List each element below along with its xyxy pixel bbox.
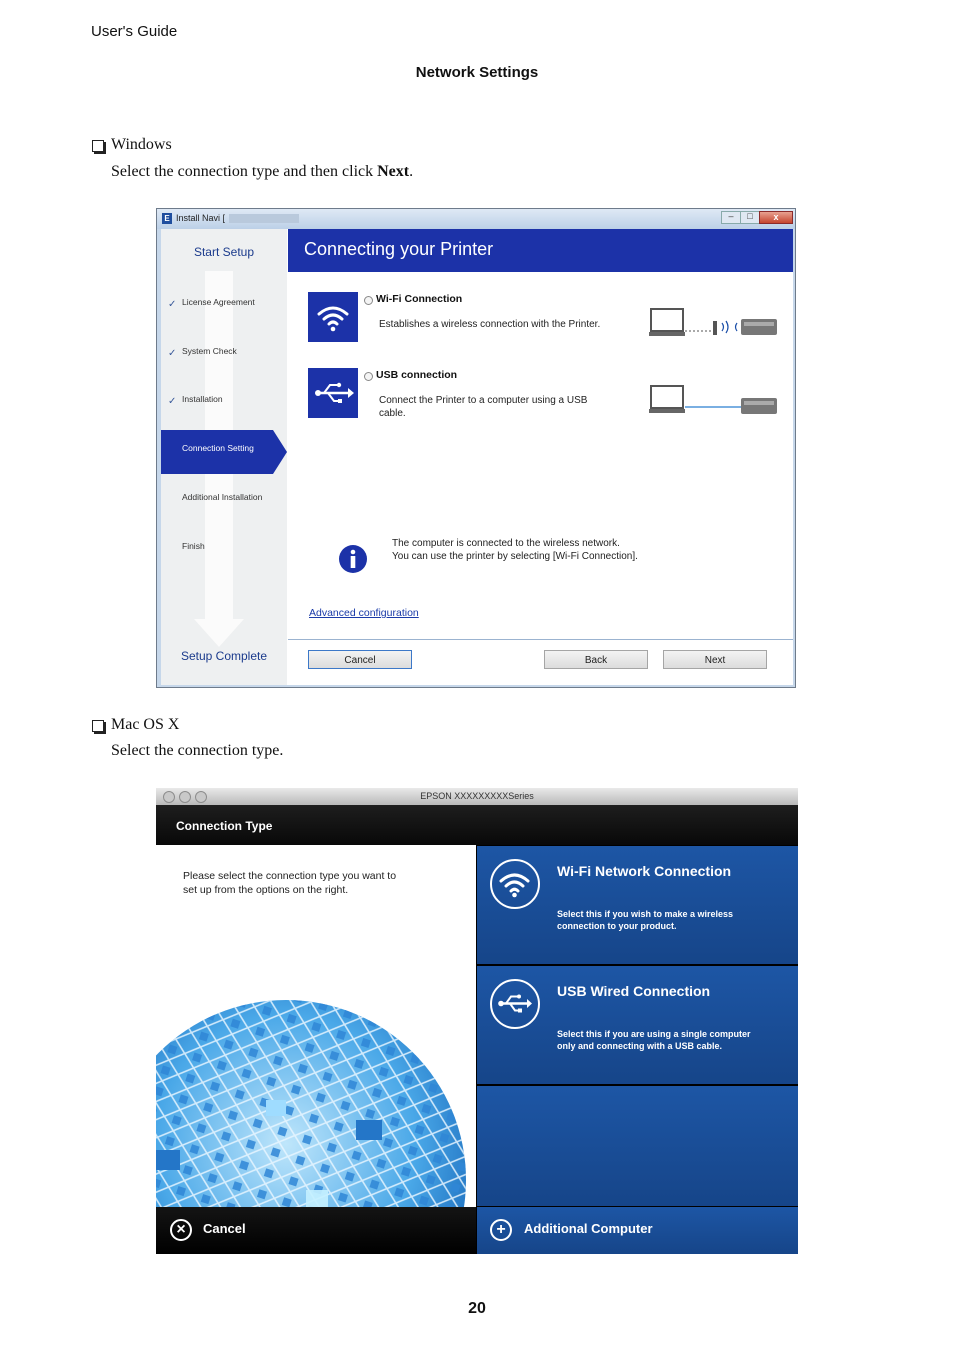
connection-status-info	[392, 537, 638, 563]
bullet-square-icon	[92, 140, 104, 152]
cancel-bar[interactable]	[156, 1207, 476, 1254]
additional-computer-bar[interactable]	[477, 1207, 798, 1254]
wifi-network-connection-tile[interactable]	[477, 846, 798, 964]
step-finish: Finish	[182, 541, 205, 551]
info-icon	[338, 544, 368, 574]
app-icon: E	[162, 213, 172, 224]
usb-icon[interactable]	[308, 368, 358, 418]
wifi-radio[interactable]	[364, 296, 373, 305]
back-button[interactable]: Back	[544, 650, 648, 669]
usb-desc-line: Connect the Printer to a computer using a USB	[379, 395, 588, 406]
usb-option-desc	[379, 394, 587, 420]
footer-divider	[288, 639, 793, 640]
instruction-line: set up from the options on the right.	[183, 884, 349, 896]
start-setup-label: Start Setup	[193, 245, 255, 259]
desc-line: Select this if you are using a single computer	[557, 1029, 751, 1039]
window-title-bar[interactable]	[157, 209, 795, 229]
redacted-title-area	[229, 214, 299, 223]
content-header	[288, 229, 793, 272]
section-title: Network Settings	[415, 64, 539, 81]
step-connection-setting: Connection Setting	[182, 443, 254, 453]
usb-diagram-icon	[649, 384, 777, 420]
check-icon: ✓	[168, 348, 177, 359]
wifi-tile-desc	[557, 908, 733, 932]
usb-wired-connection-tile[interactable]	[477, 966, 798, 1084]
instruction-text: Select the connection type and then click	[111, 163, 378, 180]
setup-complete-label: Setup Complete	[180, 649, 268, 663]
close-icon[interactable]: x	[759, 211, 793, 224]
connection-instruction	[183, 869, 396, 897]
content-header	[156, 805, 798, 845]
window-title-text: Install Navi [	[176, 213, 226, 223]
wifi-option-title[interactable]: Wi-Fi Connection	[376, 293, 463, 305]
step-system-check: System Check	[182, 346, 237, 356]
setup-steps-sidebar	[161, 229, 287, 685]
instruction-panel	[156, 845, 476, 1207]
bullet-square-icon	[92, 720, 104, 732]
advanced-configuration-link[interactable]: Advanced configuration	[309, 607, 419, 619]
instruction-end: .	[409, 163, 414, 180]
instruction-bold: Next	[377, 163, 410, 180]
desc-line: connection to your product.	[557, 921, 677, 931]
step-additional-installation: Additional Installation	[182, 492, 263, 502]
additional-computer-button[interactable]: Additional Computer	[524, 1221, 653, 1236]
windows-instruction	[111, 163, 413, 181]
check-icon: ✓	[168, 299, 177, 310]
wifi-tile-title: Wi-Fi Network Connection	[557, 863, 732, 879]
wifi-option-desc: Establishes a wireless connection with the Printer.	[379, 319, 601, 330]
step-license-agreement: License Agreement	[182, 297, 255, 307]
mac-bullet-label: Mac OS X	[111, 716, 180, 733]
active-step-pointer	[273, 430, 287, 474]
usb-tile-title: USB Wired Connection	[557, 983, 711, 999]
plus-circle-icon: +	[490, 1219, 512, 1241]
usb-desc-line: cable.	[379, 408, 406, 419]
window-client-area	[161, 229, 793, 685]
running-header: User's Guide	[91, 23, 178, 40]
minimize-icon[interactable]: –	[721, 211, 741, 224]
page-number: 20	[468, 1300, 486, 1317]
desc-line: only and connecting with a USB cable.	[557, 1041, 723, 1051]
cancel-circle-icon: ×	[170, 1219, 192, 1241]
page-title: Connection Type	[176, 819, 273, 833]
info-line: The computer is connected to the wireless network.	[392, 538, 620, 549]
instruction-line: Please select the connection type you want to	[183, 870, 397, 882]
usb-option-title[interactable]: USB connection	[376, 369, 458, 381]
network-globe-illustration	[156, 990, 476, 1207]
progress-arrow-head	[194, 619, 244, 647]
info-line: You can use the printer by selecting [Wi-Fi Connection].	[392, 551, 638, 562]
maximize-icon[interactable]: □	[740, 211, 760, 224]
mac-connection-type-window	[156, 788, 798, 1254]
windows-bullet-label: Windows	[111, 136, 172, 153]
check-icon: ✓	[168, 396, 177, 407]
window-title-bar[interactable]	[156, 788, 798, 805]
page-title: Connecting your Printer	[304, 239, 494, 259]
step-installation: Installation	[182, 394, 223, 404]
empty-tile	[477, 1086, 798, 1206]
windows-install-navi-window	[156, 208, 796, 688]
usb-radio[interactable]	[364, 372, 373, 381]
usb-tile-desc	[557, 1028, 751, 1052]
usb-icon	[490, 979, 540, 1029]
mac-instruction: Select the connection type.	[111, 742, 284, 759]
next-button[interactable]: Next	[663, 650, 767, 669]
cancel-button[interactable]: Cancel	[308, 650, 412, 669]
wifi-diagram-icon	[649, 307, 777, 343]
wifi-icon	[490, 859, 540, 909]
desc-line: Select this if you wish to make a wireless	[557, 909, 734, 919]
wifi-icon[interactable]	[308, 292, 358, 342]
cancel-button[interactable]: Cancel	[203, 1221, 246, 1236]
window-title: EPSON XXXXXXXXXSeries	[420, 791, 534, 801]
